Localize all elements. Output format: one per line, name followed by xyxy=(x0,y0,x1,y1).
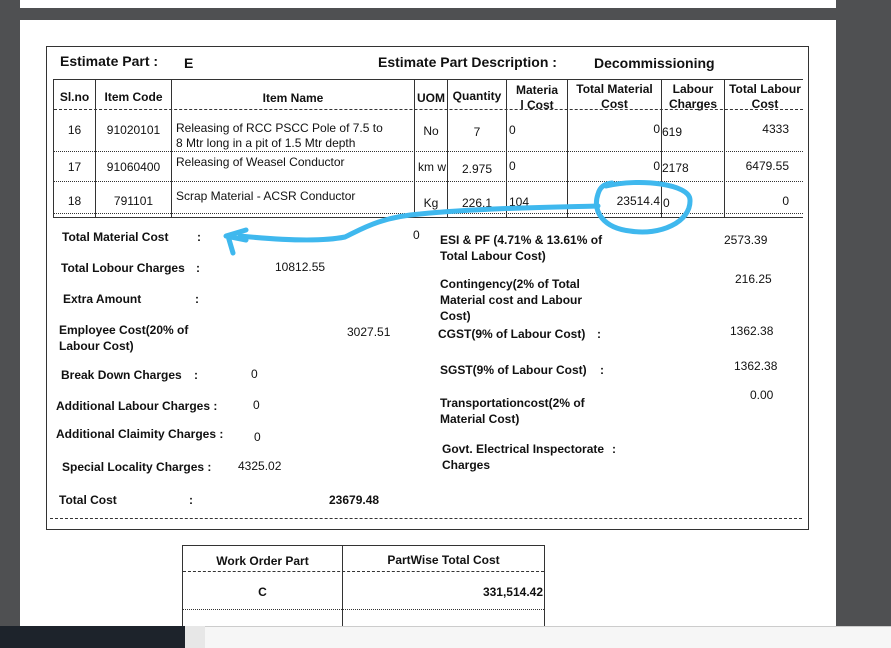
special-locality-charges-label: Special Locality Charges : xyxy=(62,460,212,474)
transportation-cost-value: 0.00 xyxy=(750,388,774,402)
additional-labour-charges-value: 0 xyxy=(253,398,260,412)
taskbar-left xyxy=(0,626,185,648)
transportation-cost-label-line2: Material Cost) xyxy=(440,412,520,426)
row-18-name: Scrap Material - ACSR Conductor xyxy=(176,189,356,203)
col-header-total-labour-cost-line1: Total Labour xyxy=(729,82,801,96)
estimate-part-label: Estimate Part : xyxy=(60,53,159,69)
row-17-name: Releasing of Weasel Conductor xyxy=(176,155,345,169)
esi-pf-label-line1: ESI & PF (4.71% & 13.61% of xyxy=(440,233,603,247)
col-header-total-labour-cost-line2: Cost xyxy=(751,97,779,111)
additional-claimity-charges-value: 0 xyxy=(254,430,261,444)
total-material-cost-value: 0 xyxy=(413,228,420,242)
govt-inspectorate-label-line1: Govt. Electrical Inspectorate xyxy=(442,442,605,456)
esi-pf-value: 2573.39 xyxy=(724,233,768,247)
row-17-labour: 2178 xyxy=(662,161,689,175)
special-locality-charges-value: 4325.02 xyxy=(238,459,282,473)
contingency-value: 216.25 xyxy=(735,272,772,286)
sgst-value: 1362.38 xyxy=(734,359,778,373)
row-18-code: 791101 xyxy=(113,194,154,208)
taskbar-divider xyxy=(185,626,205,648)
contingency-label-line1: Contingency(2% of Total xyxy=(440,277,580,291)
row-16-name-line2: 8 Mtr long in a pit of 1.5 Mtr depth xyxy=(176,136,356,150)
row-17-qty: 2.975 xyxy=(461,162,493,176)
row-18-total-labour: 0 xyxy=(782,194,789,208)
row-16-labour: 619 xyxy=(662,125,683,139)
row-17-uom: km w xyxy=(418,160,446,174)
employee-cost-value: 3027.51 xyxy=(347,325,391,339)
esi-pf-label-line2: Total Labour Cost) xyxy=(440,249,546,263)
row-16-material-cost: 0 xyxy=(509,123,516,137)
contingency-label-line2: Material cost and Labour xyxy=(440,293,583,307)
wo-row-cost: 331,514.42 xyxy=(482,585,543,599)
sgst-colon: : xyxy=(600,363,604,377)
estimate-part-value: E xyxy=(184,55,194,71)
total-labour-charges-label: Total Lobour Charges xyxy=(61,261,185,275)
row-16-total-labour: 4333 xyxy=(762,122,789,136)
wo-col-header-cost: PartWise Total Cost xyxy=(387,553,500,567)
col-header-total-material-cost-line2: Cost xyxy=(601,97,628,111)
col-header-material-cost-line2: l Cost xyxy=(520,98,554,112)
col-header-total-material-cost-line1: Total Material xyxy=(576,82,653,96)
total-labour-charges-value: 10812.55 xyxy=(275,260,326,274)
annotation-circle xyxy=(596,182,690,232)
govt-inspectorate-colon: : xyxy=(612,442,616,456)
extra-amount-label: Extra Amount xyxy=(63,292,142,306)
col-header-material-cost-line1: Materia xyxy=(515,83,559,97)
taskbar-right xyxy=(185,626,891,648)
total-cost-value: 23679.48 xyxy=(329,493,380,507)
total-material-cost-label: Total Material Cost xyxy=(62,230,169,244)
col-header-quantity: Quantity xyxy=(452,89,502,103)
col-header-labour-charges-line2: Charges xyxy=(668,97,718,111)
govt-inspectorate-label-line2: Charges xyxy=(442,458,491,472)
sgst-label: SGST(9% of Labour Cost) xyxy=(440,363,587,377)
additional-claimity-charges-label: Additional Claimity Charges : xyxy=(56,427,224,441)
col-header-labour-charges-line1: Labour xyxy=(672,82,714,96)
employee-cost-label-line1: Employee Cost(20% of xyxy=(59,323,189,337)
col-header-item-code: Item Code xyxy=(104,90,163,104)
row-16-slno: 16 xyxy=(67,123,82,137)
total-material-cost-colon: : xyxy=(197,230,201,244)
row-16-code: 91020101 xyxy=(106,123,161,137)
col-header-uom: UOM xyxy=(417,91,445,105)
wo-col-header-part: Work Order Part xyxy=(216,554,309,568)
break-down-charges-colon: : xyxy=(194,368,198,382)
cgst-label: CGST(9% of Labour Cost) xyxy=(438,327,586,341)
row-16-total-material: 0 xyxy=(653,122,660,136)
row-18-labour: 0 xyxy=(663,196,670,210)
cgst-value: 1362.38 xyxy=(730,324,774,338)
row-18-uom: Kg xyxy=(423,196,439,210)
contingency-label-line3: Cost) xyxy=(440,309,471,323)
row-18-qty: 226.1 xyxy=(461,196,493,210)
row-16-name-line1: Releasing of RCC PSCC Pole of 7.5 to xyxy=(176,121,383,135)
col-header-slno: Sl.no xyxy=(59,90,90,104)
total-cost-colon: : xyxy=(189,493,193,507)
row-16-qty: 7 xyxy=(473,125,481,139)
extra-amount-colon: : xyxy=(195,292,199,306)
estimate-part-description-value: Decommissioning xyxy=(594,55,715,71)
row-17-total-labour: 6479.55 xyxy=(745,159,789,173)
transportation-cost-label-line1: Transportationcost(2% of xyxy=(440,396,585,410)
row-18-total-material: 23514.4 xyxy=(616,194,660,208)
row-17-total-material: 0 xyxy=(653,159,660,173)
employee-cost-label-line2: Labour Cost) xyxy=(59,339,134,353)
annotation-arrow-head xyxy=(226,230,246,253)
annotation-arrow-line xyxy=(240,206,598,240)
break-down-charges-label: Break Down Charges xyxy=(61,368,182,382)
col-header-item-name: Item Name xyxy=(262,91,324,105)
row-17-material-cost: 0 xyxy=(509,159,516,173)
total-cost-label: Total Cost xyxy=(59,493,117,507)
break-down-charges-value: 0 xyxy=(251,367,258,381)
wo-row-part: C xyxy=(258,585,267,599)
row-18-material-cost: 104 xyxy=(509,195,530,209)
estimate-part-description-label: Estimate Part Description : xyxy=(378,54,557,70)
row-17-code: 91060400 xyxy=(106,160,161,174)
cgst-colon: : xyxy=(597,327,601,341)
row-16-uom: No xyxy=(423,124,439,138)
row-18-slno: 18 xyxy=(67,194,82,208)
additional-labour-charges-label: Additional Labour Charges : xyxy=(56,399,218,413)
total-labour-charges-colon: : xyxy=(196,261,200,275)
row-17-slno: 17 xyxy=(67,160,82,174)
